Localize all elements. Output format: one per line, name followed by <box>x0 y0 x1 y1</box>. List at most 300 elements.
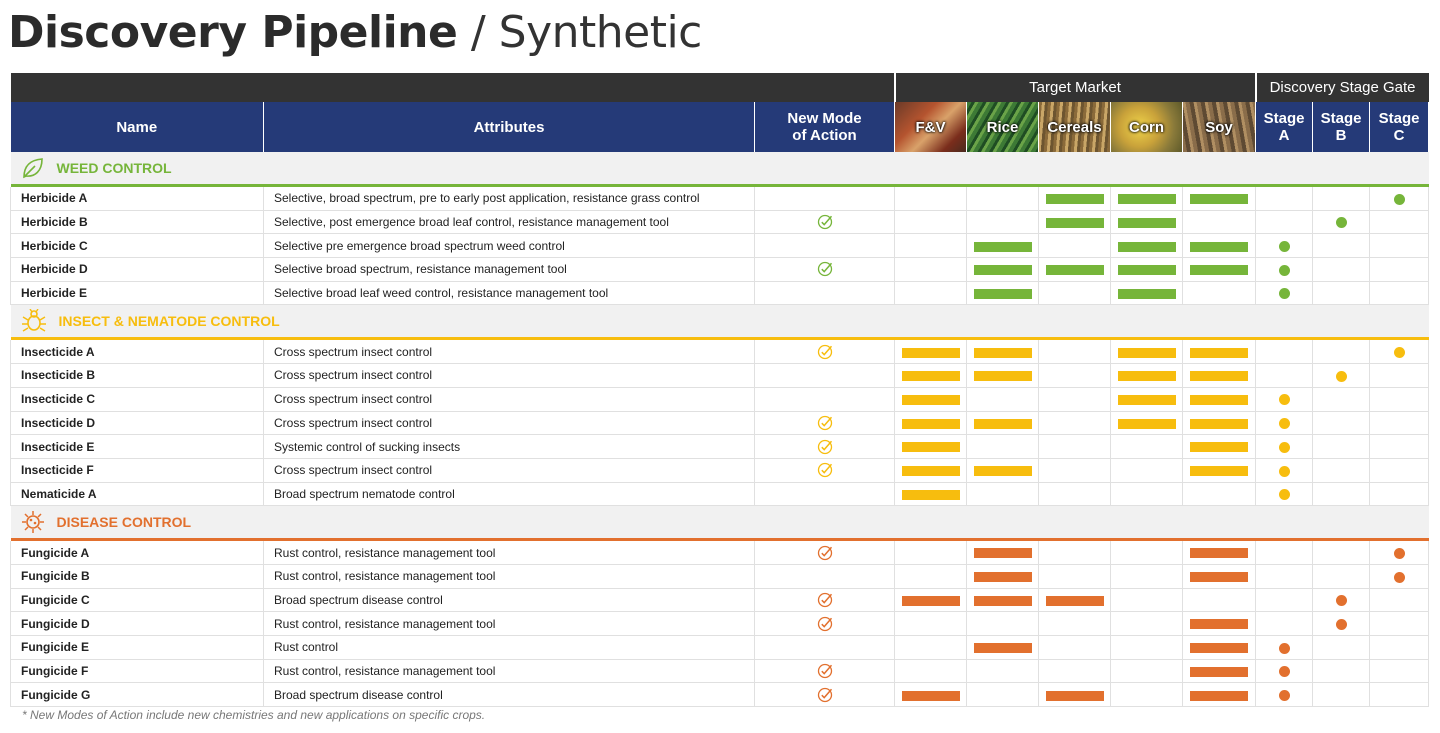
table-row <box>11 659 1429 683</box>
market-cell-corn <box>1111 234 1183 258</box>
market-bar <box>974 348 1032 358</box>
market-cell-rice <box>967 636 1039 660</box>
market-cell-rice <box>967 612 1039 636</box>
market-cell-rice <box>967 588 1039 612</box>
market-cell-rice <box>967 210 1039 234</box>
table-row <box>11 387 1429 411</box>
market-cell-cereals <box>1039 683 1111 707</box>
market-cell-soy <box>1183 588 1256 612</box>
market-cell-soy <box>1183 435 1256 459</box>
stage-cell-b <box>1313 234 1370 258</box>
market-cell-fv <box>895 564 967 588</box>
market-bar <box>902 490 960 500</box>
stage-dot <box>1279 489 1290 500</box>
moa-cell <box>755 281 895 305</box>
stage-cell-c <box>1370 588 1429 612</box>
market-cell-soy <box>1183 411 1256 435</box>
product-attributes: Selective broad leaf weed control, resistance management tool <box>264 281 755 305</box>
moa-cell <box>755 258 895 282</box>
market-bar <box>974 466 1032 476</box>
table-row <box>11 683 1429 707</box>
section-header-inner <box>11 309 1429 333</box>
column-header-name: Name <box>11 102 264 152</box>
market-cell-fv <box>895 234 967 258</box>
pipeline-table <box>10 73 1429 707</box>
section-title: INSECT & NEMATODE CONTROL <box>58 313 280 330</box>
market-cell-cereals <box>1039 435 1111 459</box>
market-bar <box>974 572 1032 582</box>
market-cell-fv <box>895 387 967 411</box>
market-cell-fv <box>895 210 967 234</box>
market-bar <box>1118 242 1176 252</box>
stage-cell-c <box>1370 683 1429 707</box>
column-header-soy <box>1183 102 1256 152</box>
leaf-icon <box>21 157 57 179</box>
market-cell-corn <box>1111 458 1183 482</box>
stage-cell-b <box>1313 435 1370 459</box>
section-header-cell <box>11 305 1429 338</box>
product-name: Insecticide E <box>11 435 264 459</box>
market-cell-soy <box>1183 234 1256 258</box>
table-row <box>11 210 1429 234</box>
stage-cell-a <box>1256 458 1313 482</box>
stage-cell-c <box>1370 258 1429 282</box>
product-attributes: Broad spectrum disease control <box>264 683 755 707</box>
product-attributes: Broad spectrum nematode control <box>264 482 755 506</box>
column-header-moa <box>755 102 895 152</box>
stage-cell-b <box>1313 482 1370 506</box>
section-title: DISEASE CONTROL <box>56 514 192 531</box>
stage-dot <box>1279 690 1290 701</box>
product-attributes: Rust control <box>264 636 755 660</box>
market-cell-cereals <box>1039 258 1111 282</box>
column-header-fv <box>895 102 967 152</box>
product-name: Herbicide D <box>11 258 264 282</box>
market-cell-soy <box>1183 541 1256 564</box>
table-row <box>11 564 1429 588</box>
market-cell-cereals <box>1039 411 1111 435</box>
market-cell-corn <box>1111 340 1183 363</box>
product-attributes: Rust control, resistance management tool <box>264 541 755 564</box>
market-bar <box>974 596 1032 606</box>
market-cell-fv <box>895 541 967 564</box>
market-cell-corn <box>1111 364 1183 388</box>
product-attributes: Systemic control of sucking insects <box>264 435 755 459</box>
moa-cell <box>755 387 895 411</box>
market-cell-soy <box>1183 636 1256 660</box>
moa-cell <box>755 210 895 234</box>
market-cell-cereals <box>1039 340 1111 363</box>
market-cell-corn <box>1111 612 1183 636</box>
check-circle-icon <box>817 616 833 632</box>
stage-cell-c <box>1370 659 1429 683</box>
group-header-blank <box>11 73 895 102</box>
market-bar <box>974 643 1032 653</box>
check-circle-icon <box>817 261 833 277</box>
market-bar <box>1190 265 1248 275</box>
stage-cell-b <box>1313 258 1370 282</box>
market-cell-rice <box>967 340 1039 363</box>
market-bar <box>1046 691 1104 701</box>
market-bar <box>1046 194 1104 204</box>
section-header-insect <box>11 305 1429 338</box>
table-row <box>11 340 1429 363</box>
product-attributes: Selective, broad spectrum, pre to early post application, resistance grass control <box>264 187 755 210</box>
stage-cell-b <box>1313 187 1370 210</box>
market-bar <box>902 691 960 701</box>
market-cell-fv <box>895 612 967 636</box>
product-name: Fungicide B <box>11 564 264 588</box>
column-header-soy-label: Soy <box>1205 118 1233 136</box>
virus-icon <box>21 510 57 534</box>
stage-cell-b <box>1313 210 1370 234</box>
market-cell-rice <box>967 281 1039 305</box>
stage-cell-a <box>1256 411 1313 435</box>
moa-cell <box>755 364 895 388</box>
product-attributes: Selective, post emergence broad leaf control, resistance management tool <box>264 210 755 234</box>
market-cell-soy <box>1183 458 1256 482</box>
stage-dot <box>1279 418 1290 429</box>
market-cell-corn <box>1111 564 1183 588</box>
group-header-row <box>11 73 1429 102</box>
product-attributes: Rust control, resistance management tool <box>264 612 755 636</box>
stage-cell-c <box>1370 387 1429 411</box>
market-bar <box>1118 218 1176 228</box>
table-row <box>11 411 1429 435</box>
column-header-rice <box>967 102 1039 152</box>
check-circle-icon <box>817 214 833 230</box>
column-header-cereals <box>1039 102 1111 152</box>
market-bar <box>1046 265 1104 275</box>
market-bar <box>1046 596 1104 606</box>
column-header-corn-label: Corn <box>1129 118 1165 136</box>
product-name: Insecticide F <box>11 458 264 482</box>
table-row <box>11 482 1429 506</box>
market-cell-soy <box>1183 340 1256 363</box>
stage-cell-b <box>1313 612 1370 636</box>
market-cell-rice <box>967 458 1039 482</box>
moa-cell <box>755 588 895 612</box>
market-bar <box>902 442 960 452</box>
section-title: WEED CONTROL <box>56 160 172 176</box>
market-cell-corn <box>1111 281 1183 305</box>
moa-cell <box>755 458 895 482</box>
stage-cell-a <box>1256 281 1313 305</box>
market-bar <box>902 371 960 381</box>
column-header-row <box>11 102 1429 152</box>
check-circle-icon <box>817 545 833 561</box>
stage-a-word: Stage <box>1263 110 1305 127</box>
moa-cell <box>755 612 895 636</box>
market-cell-cereals <box>1039 281 1111 305</box>
table-row <box>11 458 1429 482</box>
market-cell-fv <box>895 364 967 388</box>
stage-cell-a <box>1256 187 1313 210</box>
market-bar <box>1118 348 1176 358</box>
check-circle-icon <box>817 592 833 608</box>
market-cell-fv <box>895 411 967 435</box>
market-bar <box>974 242 1032 252</box>
market-bar <box>1190 348 1248 358</box>
stage-cell-a <box>1256 541 1313 564</box>
check-circle-icon <box>817 344 833 360</box>
product-name: Fungicide E <box>11 636 264 660</box>
market-cell-cereals <box>1039 564 1111 588</box>
stage-cell-b <box>1313 683 1370 707</box>
market-bar <box>1190 442 1248 452</box>
market-cell-rice <box>967 364 1039 388</box>
product-attributes: Rust control, resistance management tool <box>264 659 755 683</box>
product-attributes: Selective broad spectrum, resistance management tool <box>264 258 755 282</box>
stage-dot <box>1279 442 1290 453</box>
table-row <box>11 541 1429 564</box>
market-bar <box>902 348 960 358</box>
market-cell-corn <box>1111 187 1183 210</box>
column-header-corn <box>1111 102 1183 152</box>
column-header-stage-c <box>1370 102 1429 152</box>
stage-cell-c <box>1370 541 1429 564</box>
market-cell-fv <box>895 281 967 305</box>
market-bar <box>1190 691 1248 701</box>
market-cell-cereals <box>1039 387 1111 411</box>
stage-cell-b <box>1313 364 1370 388</box>
product-attributes: Rust control, resistance management tool <box>264 564 755 588</box>
stage-dot <box>1279 666 1290 677</box>
stage-cell-b <box>1313 636 1370 660</box>
stage-cell-c <box>1370 564 1429 588</box>
moa-cell <box>755 411 895 435</box>
stage-dot <box>1336 619 1347 630</box>
stage-cell-c <box>1370 364 1429 388</box>
column-header-fv-label: F&V <box>915 118 946 136</box>
market-cell-rice <box>967 187 1039 210</box>
market-cell-fv <box>895 258 967 282</box>
stage-cell-a <box>1256 387 1313 411</box>
market-cell-fv <box>895 659 967 683</box>
market-bar <box>974 371 1032 381</box>
moa-cell <box>755 234 895 258</box>
market-cell-fv <box>895 340 967 363</box>
market-cell-fv <box>895 458 967 482</box>
stage-cell-c <box>1370 435 1429 459</box>
market-bar <box>1118 265 1176 275</box>
market-cell-corn <box>1111 210 1183 234</box>
market-cell-rice <box>967 683 1039 707</box>
product-name: Herbicide E <box>11 281 264 305</box>
market-bar <box>974 419 1032 429</box>
product-name: Insecticide C <box>11 387 264 411</box>
stage-cell-a <box>1256 210 1313 234</box>
table-row <box>11 612 1429 636</box>
table-row <box>11 234 1429 258</box>
section-header-cell <box>11 506 1429 539</box>
stage-dot <box>1279 288 1290 299</box>
stage-cell-c <box>1370 340 1429 363</box>
market-cell-cereals <box>1039 588 1111 612</box>
market-cell-cereals <box>1039 659 1111 683</box>
market-cell-cereals <box>1039 364 1111 388</box>
check-circle-icon <box>817 439 833 455</box>
stage-dot <box>1279 394 1290 405</box>
product-name: Fungicide F <box>11 659 264 683</box>
stage-cell-a <box>1256 258 1313 282</box>
market-bar <box>1190 466 1248 476</box>
market-cell-fv <box>895 683 967 707</box>
market-cell-soy <box>1183 387 1256 411</box>
moa-cell <box>755 340 895 363</box>
stage-a-letter: A <box>1278 127 1290 144</box>
column-header-rice-label: Rice <box>986 118 1019 136</box>
column-header-moa-line2: of Action <box>792 127 857 144</box>
market-cell-soy <box>1183 258 1256 282</box>
table-row <box>11 281 1429 305</box>
market-bar <box>902 419 960 429</box>
market-bar <box>1190 371 1248 381</box>
product-name: Herbicide C <box>11 234 264 258</box>
stage-dot <box>1394 548 1405 559</box>
section-header-inner <box>11 157 1429 179</box>
stage-c-letter: C <box>1393 127 1405 144</box>
market-cell-soy <box>1183 612 1256 636</box>
product-attributes: Cross spectrum insect control <box>264 411 755 435</box>
product-name: Fungicide G <box>11 683 264 707</box>
market-bar <box>1190 395 1248 405</box>
product-attributes: Broad spectrum disease control <box>264 588 755 612</box>
market-cell-soy <box>1183 659 1256 683</box>
table-row <box>11 435 1429 459</box>
footnote: * New Modes of Action include new chemistries and new applications on specific crops. <box>22 708 486 722</box>
moa-cell <box>755 435 895 459</box>
market-cell-fv <box>895 187 967 210</box>
stage-cell-c <box>1370 234 1429 258</box>
moa-cell <box>755 683 895 707</box>
market-cell-rice <box>967 482 1039 506</box>
market-cell-corn <box>1111 541 1183 564</box>
market-cell-cereals <box>1039 234 1111 258</box>
check-circle-icon <box>817 663 833 679</box>
stage-cell-b <box>1313 541 1370 564</box>
page-title <box>8 4 702 62</box>
product-name: Fungicide A <box>11 541 264 564</box>
stage-cell-a <box>1256 364 1313 388</box>
stage-dot <box>1279 265 1290 276</box>
market-cell-soy <box>1183 564 1256 588</box>
column-header-stage-a <box>1256 102 1313 152</box>
moa-cell <box>755 541 895 564</box>
section-header-disease <box>11 506 1429 539</box>
product-name: Herbicide B <box>11 210 264 234</box>
stage-cell-c <box>1370 210 1429 234</box>
check-circle-icon <box>817 462 833 478</box>
market-cell-corn <box>1111 482 1183 506</box>
market-cell-cereals <box>1039 541 1111 564</box>
market-cell-rice <box>967 659 1039 683</box>
stage-dot <box>1279 643 1290 654</box>
market-bar <box>1190 242 1248 252</box>
market-bar <box>974 289 1032 299</box>
market-cell-soy <box>1183 683 1256 707</box>
table-row <box>11 258 1429 282</box>
market-cell-corn <box>1111 387 1183 411</box>
market-cell-corn <box>1111 411 1183 435</box>
stage-cell-c <box>1370 411 1429 435</box>
stage-cell-a <box>1256 564 1313 588</box>
product-attributes: Selective pre emergence broad spectrum weed control <box>264 234 755 258</box>
table-row <box>11 636 1429 660</box>
stage-cell-a <box>1256 636 1313 660</box>
stage-dot <box>1394 347 1405 358</box>
market-cell-cereals <box>1039 458 1111 482</box>
table-row <box>11 187 1429 210</box>
page-title-main: Discovery Pipeline <box>8 7 458 58</box>
stage-b-letter: B <box>1335 127 1347 144</box>
market-cell-soy <box>1183 281 1256 305</box>
market-cell-cereals <box>1039 482 1111 506</box>
market-cell-rice <box>967 411 1039 435</box>
market-cell-fv <box>895 588 967 612</box>
market-cell-corn <box>1111 588 1183 612</box>
stage-dot <box>1336 595 1347 606</box>
section-header-weed <box>11 152 1429 184</box>
stage-dot <box>1279 241 1290 252</box>
market-cell-rice <box>967 435 1039 459</box>
product-name: Insecticide A <box>11 340 264 363</box>
stage-cell-a <box>1256 683 1313 707</box>
market-cell-rice <box>967 387 1039 411</box>
market-cell-corn <box>1111 258 1183 282</box>
market-cell-cereals <box>1039 636 1111 660</box>
market-bar <box>1190 643 1248 653</box>
stage-cell-b <box>1313 411 1370 435</box>
stage-dot <box>1394 572 1405 583</box>
table-row <box>11 588 1429 612</box>
market-cell-soy <box>1183 210 1256 234</box>
stage-cell-b <box>1313 458 1370 482</box>
group-header-stage-gate: Discovery Stage Gate <box>1256 73 1429 102</box>
stage-dot <box>1336 371 1347 382</box>
market-cell-soy <box>1183 482 1256 506</box>
moa-cell <box>755 187 895 210</box>
stage-cell-a <box>1256 340 1313 363</box>
market-bar <box>1118 289 1176 299</box>
market-cell-soy <box>1183 187 1256 210</box>
stage-cell-a <box>1256 234 1313 258</box>
table-row <box>11 364 1429 388</box>
moa-cell <box>755 659 895 683</box>
stage-cell-a <box>1256 588 1313 612</box>
market-cell-fv <box>895 482 967 506</box>
market-cell-rice <box>967 258 1039 282</box>
group-header-target-market: Target Market <box>895 73 1256 102</box>
market-bar <box>974 265 1032 275</box>
market-bar <box>1190 194 1248 204</box>
market-bar <box>902 395 960 405</box>
market-bar <box>1118 194 1176 204</box>
market-cell-cereals <box>1039 612 1111 636</box>
market-cell-rice <box>967 564 1039 588</box>
stage-cell-a <box>1256 482 1313 506</box>
stage-dot <box>1336 217 1347 228</box>
product-attributes: Cross spectrum insect control <box>264 340 755 363</box>
product-name: Nematicide A <box>11 482 264 506</box>
market-cell-corn <box>1111 435 1183 459</box>
product-attributes: Cross spectrum insect control <box>264 364 755 388</box>
market-bar <box>902 466 960 476</box>
market-bar <box>1046 218 1104 228</box>
market-bar <box>1190 572 1248 582</box>
stage-dot <box>1394 194 1405 205</box>
pipeline-body <box>11 152 1429 707</box>
